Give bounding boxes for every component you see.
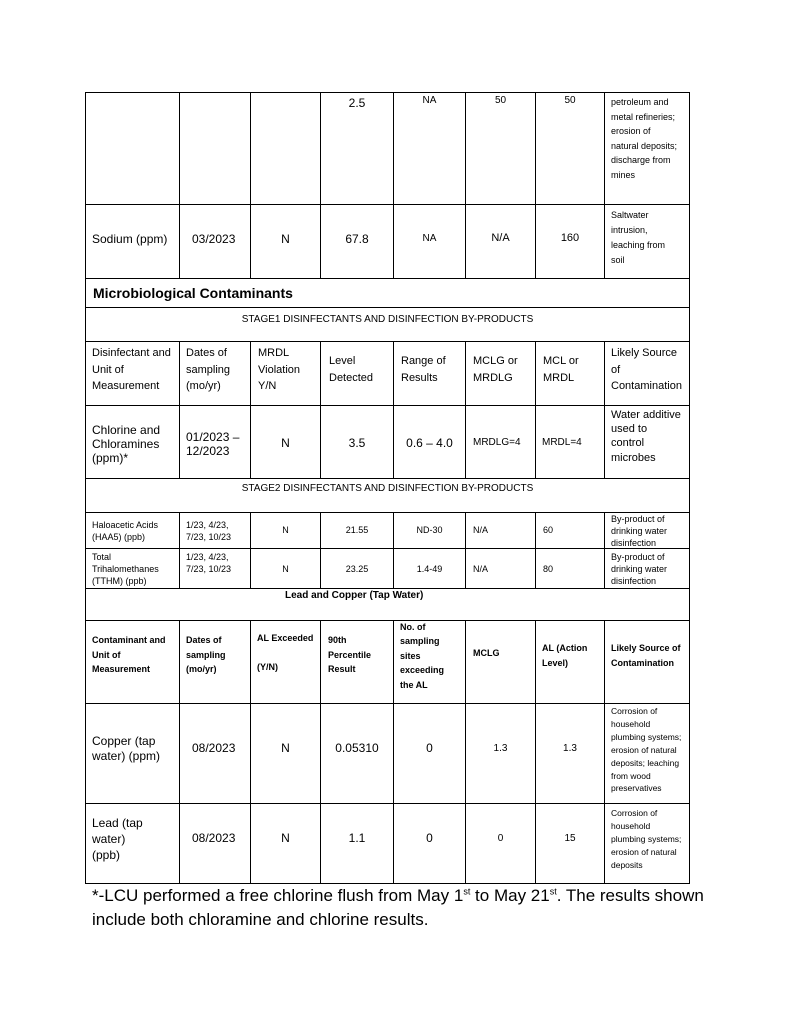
tthm-violation: N <box>282 564 289 574</box>
lc-header-mclg: MCLG <box>473 648 500 658</box>
stage1-header-dates: Dates of sampling (mo/yr) <box>186 347 231 392</box>
tthm-name: Total Trihalomethanes (TTHM) (ppb) <box>92 552 159 586</box>
chlorine-range: 0.6 – 4.0 <box>406 436 453 450</box>
stage1-header-mclg: MCLG or MRDLG <box>473 355 518 384</box>
tthm-date: 1/23, 4/23, 7/23, 10/23 <box>186 552 232 574</box>
sodium-date: 03/2023 <box>192 232 236 246</box>
chlorine-violation: N <box>281 436 290 450</box>
lead-date: 08/2023 <box>192 831 236 845</box>
lc-header-source: Likely Source of Contamination <box>611 643 681 668</box>
sodium-range: NA <box>422 233 437 244</box>
tthm-level: 23.25 <box>345 564 369 574</box>
stage1-title: STAGE1 DISINFECTANTS AND DISINFECTION BY-PRODUCTS <box>241 314 534 325</box>
tthm-mcl: 80 <box>543 564 554 574</box>
lead-name: Lead (tap water) (ppb) <box>92 816 143 862</box>
footnote: *-LCU performed a free chlorine flush from May 1st to May 21st. The results shown include both chloramine and chlorine results. <box>92 886 704 929</box>
copper-source: Corrosion of household plumbing systems; erosion of natural deposits; leaching from wood preservatives <box>611 706 682 794</box>
lc-header-sites: No. of sampling sites exceeding the AL <box>400 622 445 690</box>
sodium-source: Saltwater intrusion, leaching from soil <box>611 210 666 265</box>
sodium-level: 67.8 <box>345 232 369 246</box>
stage1-header-mcl: MCL or MRDL <box>543 355 579 384</box>
lead-source: Corrosion of household plumbing systems; erosion of natural deposits <box>611 808 682 870</box>
chlorine-mclg: MRDLG=4 <box>473 437 521 448</box>
sodium-mcl: 160 <box>560 232 580 244</box>
stage1-header-range: Range of Results <box>401 355 446 384</box>
haa5-name: Haloacetic Acids (HAA5) (ppb) <box>92 520 159 542</box>
copper-p90: 0.05310 <box>335 741 379 755</box>
section-title-microbiological: Microbiological Contaminants <box>93 285 293 301</box>
tthm-source: By-product of drinking water disinfection <box>611 552 668 586</box>
lead-copper-title: Lead and Copper (Tap Water) <box>285 590 424 601</box>
sodium-violation: N <box>281 232 290 246</box>
stage1-header-contaminant: Disinfectant and Unit of Measurement <box>92 347 171 392</box>
copper-sites: 0 <box>426 741 433 755</box>
haa5-level: 21.55 <box>345 525 369 535</box>
copper-mclg: 1.3 <box>493 743 508 754</box>
lc-header-contaminant: Contaminant and Unit of Measurement <box>92 635 166 674</box>
copper-exceeded: N <box>281 741 290 755</box>
tthm-mclg: N/A <box>473 564 489 574</box>
tthm-range: 1.4-49 <box>416 564 443 574</box>
copper-date: 08/2023 <box>192 741 236 755</box>
lead-sites: 0 <box>426 831 433 845</box>
copper-al: 1.3 <box>563 743 577 754</box>
lc-header-yn: (Y/N) <box>257 662 278 672</box>
haa5-violation: N <box>282 525 289 535</box>
chlorine-level: 3.5 <box>348 436 366 450</box>
chlorine-source: Water additive used to control microbes <box>611 409 681 464</box>
stage2-title: STAGE2 DISINFECTANTS AND DISINFECTION BY-PRODUCTS <box>241 483 534 494</box>
stage1-header-violation: MRDL Violation Y/N <box>258 347 300 392</box>
lead-exceeded: N <box>281 831 290 845</box>
haa5-mcl: 60 <box>543 525 554 535</box>
top-row-mcl: 50 <box>564 95 576 106</box>
chlorine-name: Chlorine and Chloramines (ppm)* <box>92 423 161 465</box>
lead-al: 15 <box>564 833 576 844</box>
top-row-source: petroleum and metal refineries; erosion of natural deposits; discharge from mines <box>611 97 678 180</box>
lc-header-dates: Dates of sampling (mo/yr) <box>186 635 226 674</box>
haa5-date: 1/23, 4/23, 7/23, 10/23 <box>186 520 232 542</box>
copper-name: Copper (tap water) (ppm) <box>92 734 161 763</box>
lc-header-al: AL (Action Level) <box>542 643 588 668</box>
sodium-mclg: N/A <box>491 232 510 244</box>
lead-mclg: 0 <box>497 833 504 844</box>
chlorine-date: 01/2023 – 12/2023 <box>186 430 240 458</box>
haa5-range: ND-30 <box>416 525 443 535</box>
stage1-header-source: Likely Source of Contamination <box>611 347 682 392</box>
lc-header-90th: 90th Percentile Result <box>328 635 372 674</box>
top-row-mclg: 50 <box>494 95 507 106</box>
lc-header-exceeded: AL Exceeded <box>257 633 314 643</box>
stage1-header-level: Level Detected <box>329 355 374 384</box>
sodium-name: Sodium (ppm) <box>92 232 168 246</box>
lead-p90: 1.1 <box>348 831 366 845</box>
top-row-level: 2.5 <box>348 96 366 110</box>
haa5-mclg: N/A <box>473 525 489 535</box>
haa5-source: By-product of drinking water disinfection <box>611 514 668 548</box>
chlorine-mcl: MRDL=4 <box>542 437 582 448</box>
top-row-range: NA <box>422 95 437 106</box>
